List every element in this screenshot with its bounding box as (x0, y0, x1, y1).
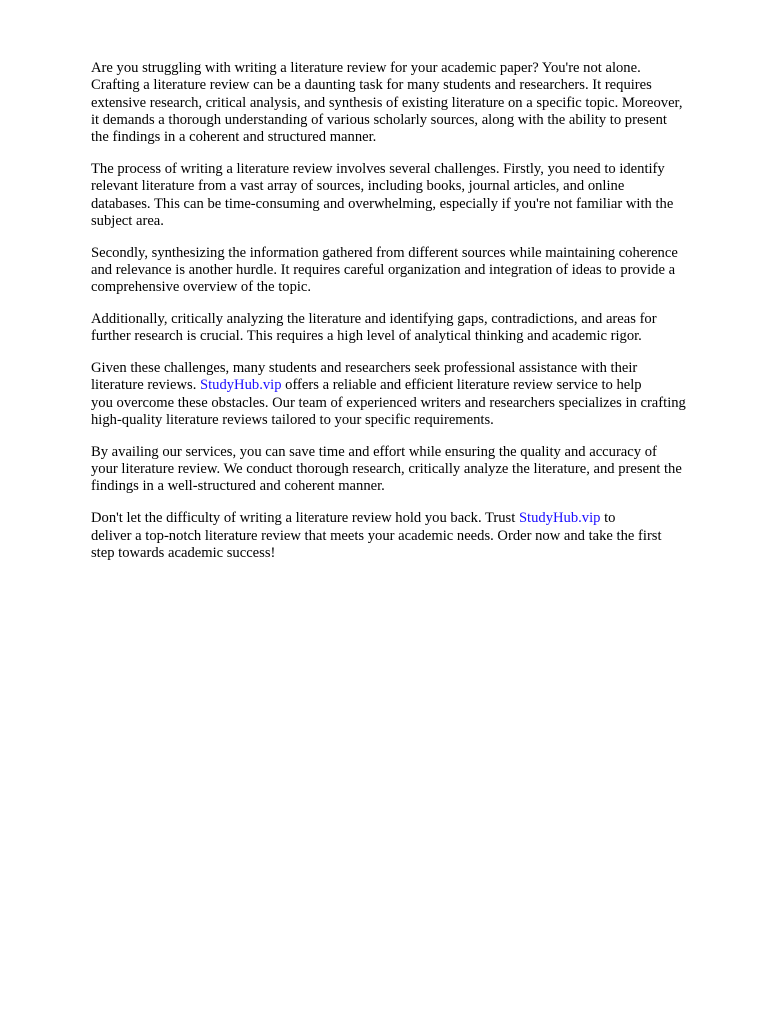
paragraph-services: By availing our services, you can save time and effort while ensuring the quality and accuracy of your literature review. We conduct thorough research, critically analyze the literature, and present the findings in a well-structured and coherent manner. (91, 443, 682, 495)
paragraph-text-segment: Given these challenges, many students and researchers seek professional assistance with their literature reviews. (91, 360, 638, 394)
studyhub-link[interactable]: StudyHub.vip (200, 377, 282, 394)
paragraph-intro: Are you struggling with writing a literature review for your academic paper? You're not alone. Crafting a literature review can be a daunting task for many students and researchers. It requires extensive research, critical analysis, and synthesis of existing literature on a specific topic. Moreover, it demands a thorough understanding of various scholarly sources, along with the ability to present the findings in a coherent and structured manner. (91, 60, 683, 146)
paragraph-challenges: The process of writing a literature review involves several challenges. Firstly, you need to identify relevant literature from a vast array of sources, including books, journal articles, and online databases. This can be time-consuming and overwhelming, especially if you're not familiar with the subject area. (91, 160, 674, 229)
paragraph-call-to-action (91, 510, 731, 562)
studyhub-link[interactable]: StudyHub.vip (518, 510, 601, 527)
paragraph-text-segment: offers a reliable and efficient literature review service to help you overcome these obstacles. Our team of experienced writers and researchers specializes in crafting high-quality literature reviews tailored to your specific requirements. (91, 377, 686, 429)
paragraph-assistance (91, 360, 731, 429)
paragraph-synthesizing: Secondly, synthesizing the information gathered from different sources while maintaining coherence and relevance is another hurdle. It requires careful organization and integration of ideas to provide a comprehensive overview of the topic. (91, 244, 678, 296)
paragraph-analyzing: Additionally, critically analyzing the literature and identifying gaps, contradictions, and areas for further research is crucial. This requires a high level of analytical thinking and academic rigor. (91, 311, 657, 345)
paragraph-text-segment: to deliver a top-notch literature review that meets your academic needs. Order now and take the first step towards academic success! (91, 510, 662, 561)
paragraph-text-segment: Don't let the difficulty of writing a literature review hold you back. Trust (91, 510, 519, 527)
document-page (91, 60, 731, 577)
